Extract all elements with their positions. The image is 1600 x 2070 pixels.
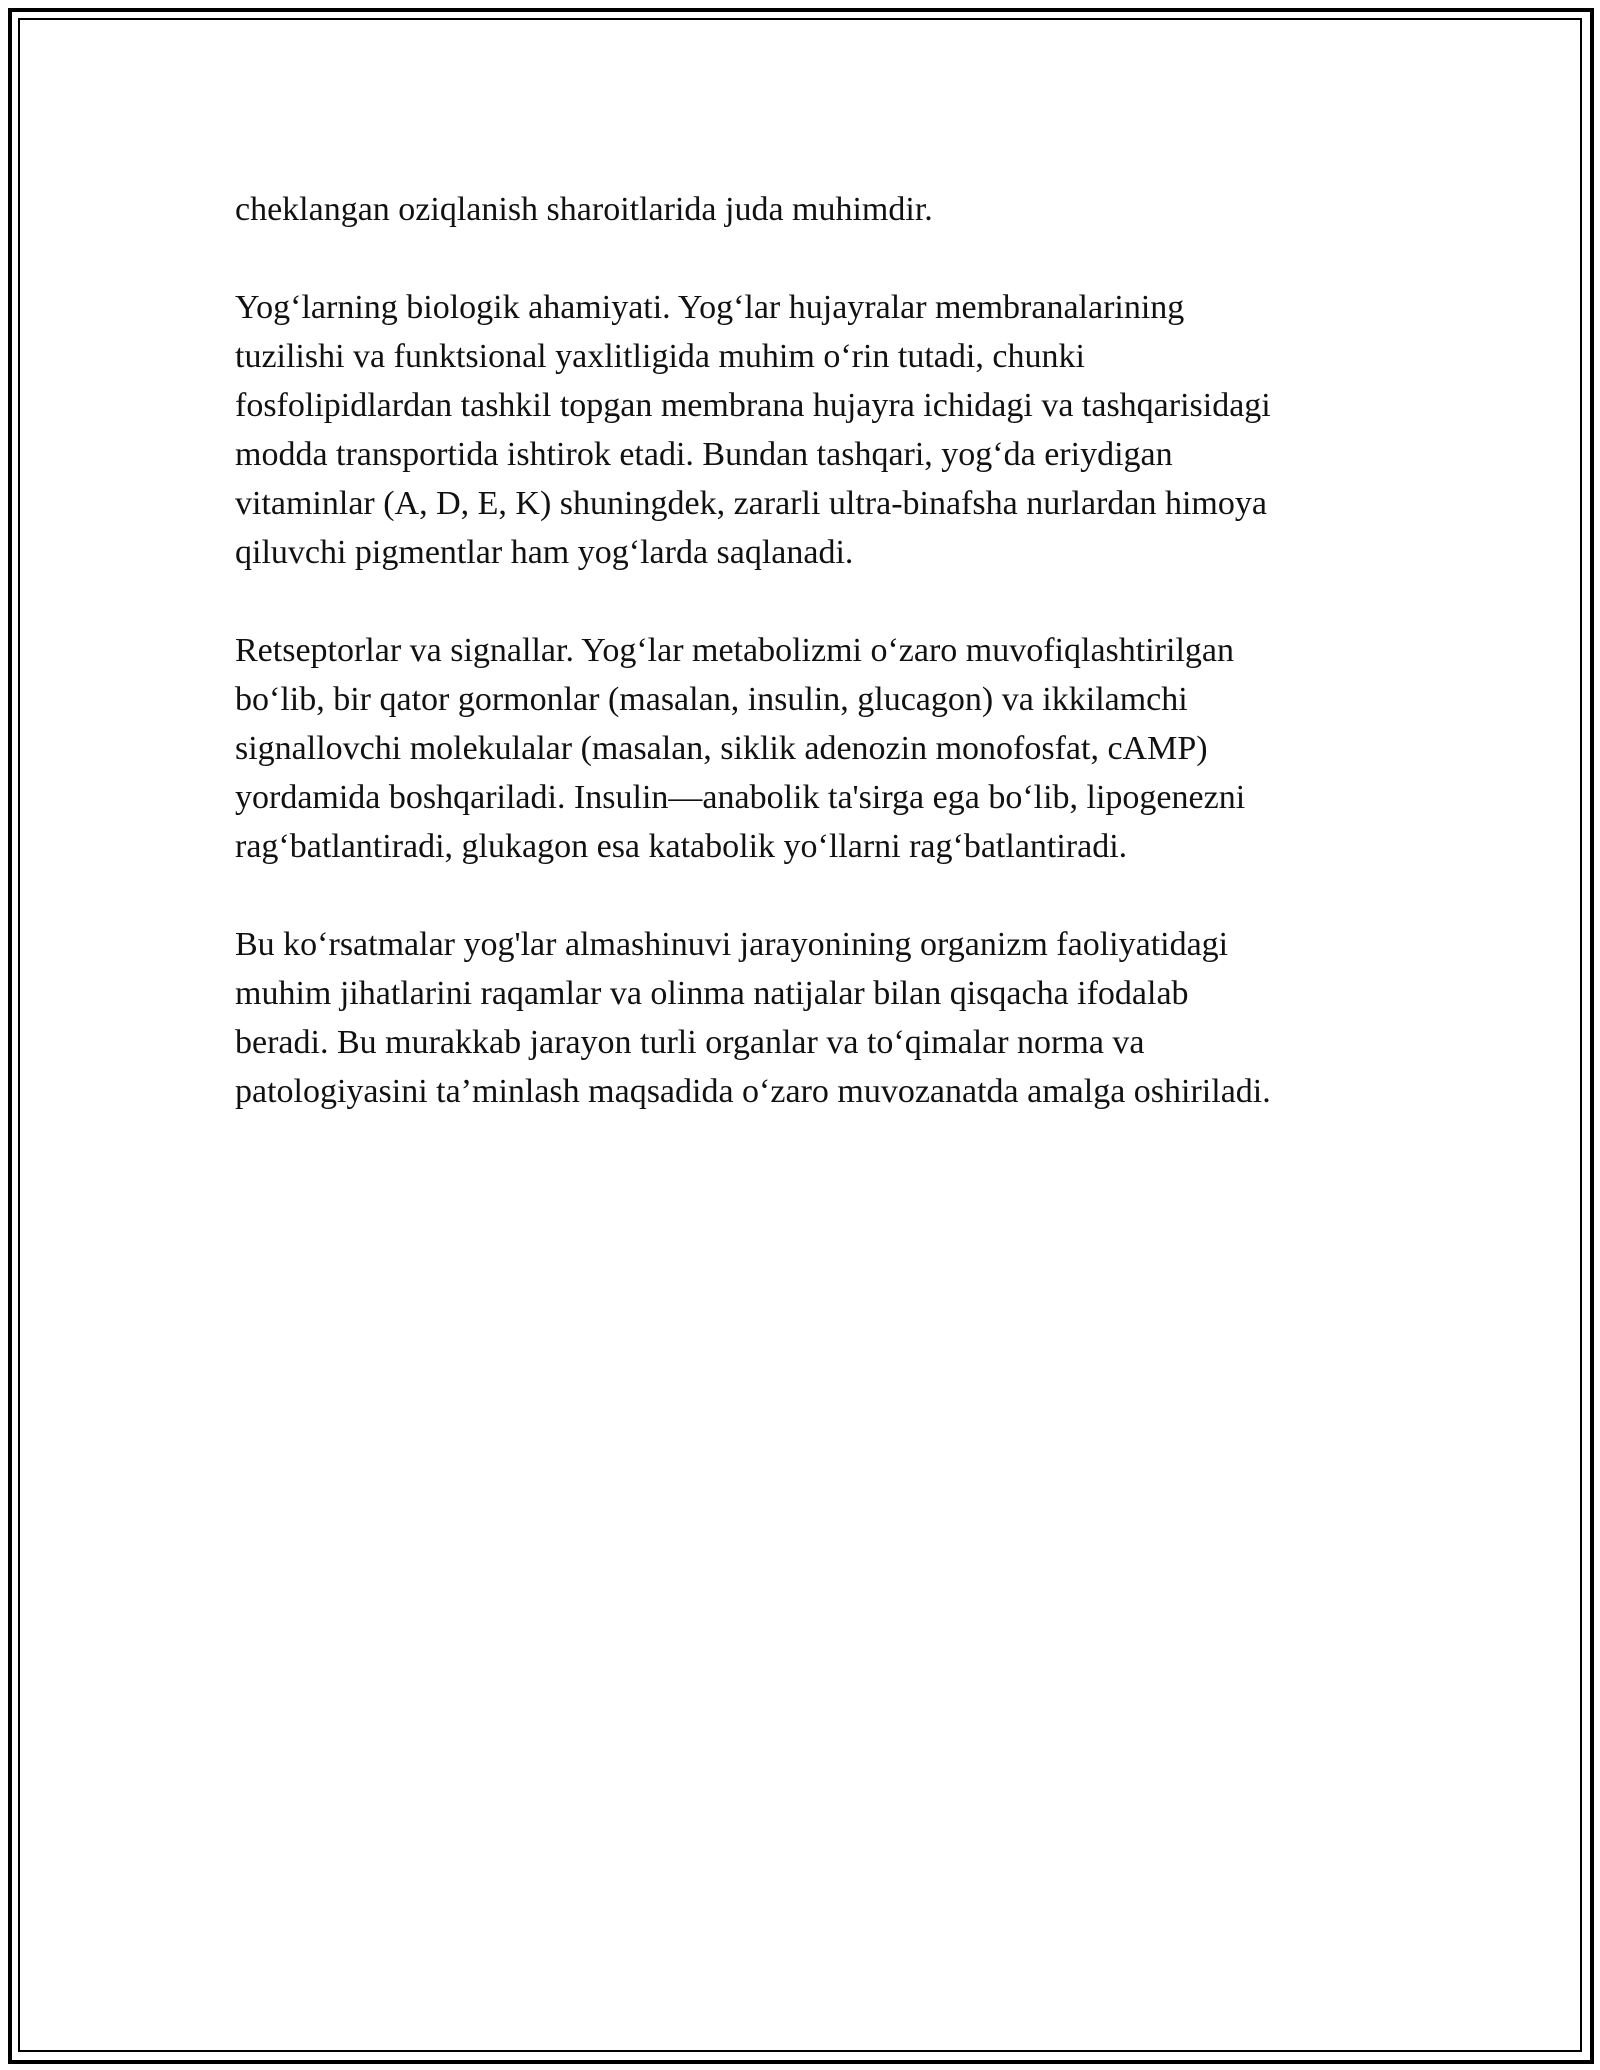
document-body (235, 185, 1365, 1165)
paragraph-biological-importance: Yog‘larning biologik ahamiyati. Yog‘lar hujayralar membranalarining tuzilishi va funktsional yaxlitligida muhim o‘rin tutadi, chunki fosfolipidlardan tashkil topgan membrana hujayra ichidagi va tashqarisidagi modda transportida ishtirok etadi. Bundan tashqari, yog‘da eriydigan vitaminlar (A, D, E, K) shuningdek, zararli ultra-binafsha nurlardan himoya qiluvchi pigmentlar ham yog‘larda saqlanadi. (235, 289, 1271, 571)
paragraph-receptors-signals: Retseptorlar va signallar. Yog‘lar metabolizmi o‘zaro muvofiqlashtirilgan bo‘lib, bir qator gormonlar (masalan, insulin, glucagon) va ikkilamchi signallovchi molekulalar (masalan, siklik adenozin monofosfat, cAMP) yordamida boshqariladi. Insulin—anabolik ta'sirga ega bo‘lib, lipogenezni rag‘batlantiradi, glukagon esa katabolik yo‘llarni rag‘batlantiradi. (235, 632, 1246, 865)
paragraph-continuation: cheklangan oziqlanish sharoitlarida juda muhimdir. (235, 191, 933, 228)
paragraph-summary: Bu ko‘rsatmalar yog'lar almashinuvi jarayonining organizm faoliyatidagi muhim jihatlarini raqamlar va olinma natijalar bilan qisqacha ifodalab beradi. Bu murakkab jarayon turli organlar va to‘qimalar norma va patologiyasini ta’minlash maqsadida o‘zaro muvozanatda amalga oshiriladi. (235, 926, 1271, 1110)
